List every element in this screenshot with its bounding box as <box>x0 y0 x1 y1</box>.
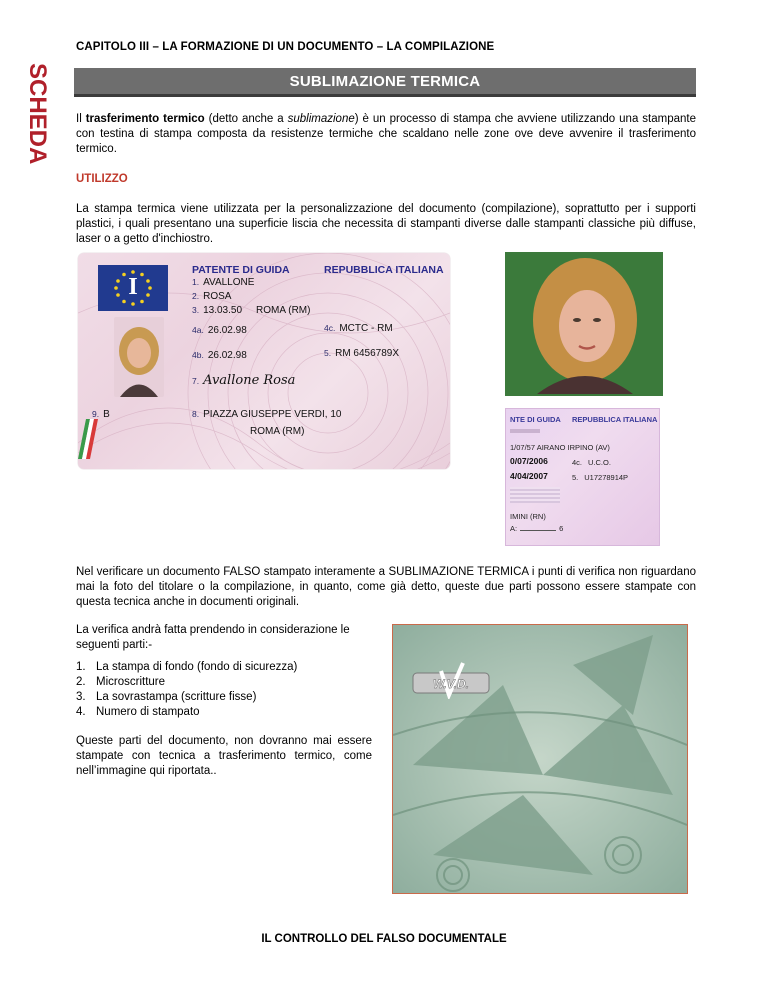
page-title: SUBLIMAZIONE TERMICA <box>289 72 481 90</box>
license-field-4a: 4a. 26.02.98 <box>192 325 247 336</box>
intro-paragraph <box>76 112 696 157</box>
section-heading-utilizzo: UTILIZZO <box>76 173 128 185</box>
crop-line-2-right: 4c. U.C.O. <box>572 458 611 467</box>
intro-italic-term: sublimazione <box>287 113 355 125</box>
license-field-4b: 4b. 26.02.98 <box>192 350 247 361</box>
crop-header-right: REPUBBLICA ITALIANA <box>572 415 658 424</box>
eu-flag-icon <box>98 265 168 311</box>
license-detail-image <box>505 408 660 546</box>
license-signature: 7. Avallone Rosa <box>192 373 296 388</box>
parts-list <box>76 660 376 720</box>
wvd-logo <box>411 661 491 699</box>
intro-text-3: ) è un processo di stampa che avviene utilizzando una stampante con testina di stampa composta da resistenze termiche che scaldano nelle zone ove deve avvenire il trasferimento termico. <box>76 113 696 155</box>
license-header-left: PATENTE DI GUIDA <box>192 264 290 276</box>
intro-text-2: (detto anche a <box>204 113 288 125</box>
license-field-9: 9. B <box>92 409 110 420</box>
license-field-3: 3. 13.03.50 ROMA (RM) <box>192 305 311 316</box>
crop-line-4: IMINI (RN) <box>510 512 546 521</box>
svg-text:W.V.D.: W.V.D. <box>432 677 470 691</box>
driving-license-image <box>78 253 450 469</box>
license-field-8-city: ROMA (RM) <box>250 426 305 437</box>
crop-line-2: 0/07/2006 <box>510 456 548 466</box>
title-bar <box>74 68 696 97</box>
license-tricolor-stripe <box>78 419 102 459</box>
utilizzo-paragraph: La stampa termica viene utilizzata per la personalizzazione del documento (compilazione), soprattutto per i supporti plastici, i quali presentano una superficie liscia che necessita di stampanti diverse dalle stampanti classiche più diffuse, laser o a getto d'inchiostro. <box>76 203 696 245</box>
list-item: 2. Microscritture <box>76 676 166 688</box>
side-label-text: SCHEDA <box>24 63 51 165</box>
holder-portrait-image <box>505 252 663 396</box>
intro-text-1: Il <box>76 113 86 125</box>
crop-line-5: A: 6 <box>510 524 564 533</box>
license-field-8: 8. PIAZZA GIUSEPPE VERDI, 10 <box>192 409 342 420</box>
thermal-transfer-sample-image <box>392 624 688 894</box>
list-item: 4. Numero di stampato <box>76 706 200 718</box>
license-field-4c: 4c. MCTC - RM <box>324 323 393 334</box>
crop-header-left: NTE DI GUIDA <box>510 415 561 424</box>
license-field-1: 1. AVALLONE <box>192 277 255 288</box>
crop-line-1: 1/07/57 AIRANO IRPINO (AV) <box>510 443 610 452</box>
crop-line-3-right: 5. U17278914P <box>572 473 629 482</box>
license-header-right: REPUBBLICA ITALIANA <box>324 264 444 276</box>
page-footer: IL CONTROLLO DEL FALSO DOCUMENTALE <box>261 933 507 945</box>
license-field-2: 2. ROSA <box>192 291 232 302</box>
flag-letter: I <box>128 274 138 300</box>
crop-line-3: 4/04/2007 <box>510 471 548 481</box>
license-photo <box>114 317 164 397</box>
license-field-5: 5. RM 6456789X <box>324 348 400 359</box>
intro-bold-term: trasferimento termico <box>85 113 205 125</box>
list-item: 3. La sovrastampa (scritture fisse) <box>76 691 257 703</box>
chapter-header: CAPITOLO III – LA FORMAZIONE DI UN DOCUMENTO – LA COMPILAZIONE <box>76 41 495 53</box>
parts-intro-paragraph: La verifica andrà fatta prendendo in considerazione le seguenti parti:- <box>76 624 350 651</box>
thermal-warning-paragraph: Queste parti del documento, non dovranno mai essere stampate con tecnica a trasferimento termico, come nell’immagine qui riportata.. <box>76 735 372 777</box>
side-label-scheda <box>20 63 54 173</box>
list-item: 1. La stampa di fondo (fondo di sicurezza) <box>76 661 298 673</box>
verification-paragraph: Nel verificare un documento FALSO stampato interamente a SUBLIMAZIONE TERMICA i punti di verifica non riguardano mai la foto del titolare o la compilazione, in quanto, come già detto, queste due parti possono essere stampate con questa tecnica anche in documenti originali. <box>76 566 696 608</box>
